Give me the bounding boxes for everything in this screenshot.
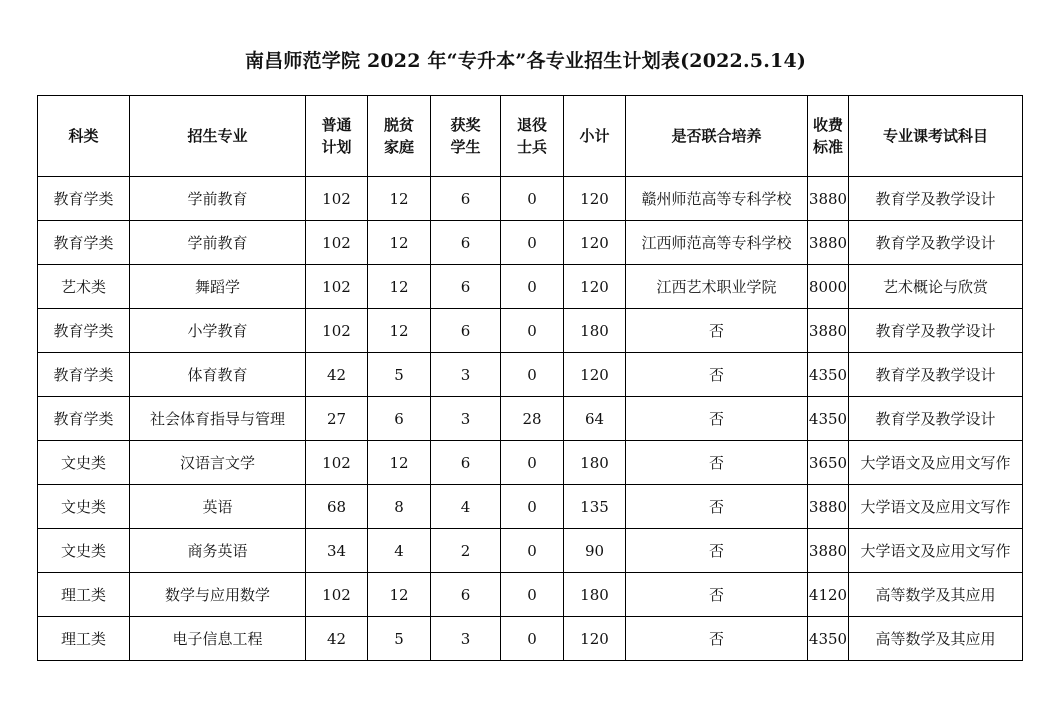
cell-category: 教育学类: [38, 177, 130, 221]
header-joint-training: [626, 96, 808, 177]
cell-joint-training: 否: [626, 309, 808, 353]
cell-poverty-family: 4: [368, 529, 431, 573]
cell-poverty-family: 12: [368, 573, 431, 617]
table-row: [38, 265, 1023, 309]
cell-regular-plan: 102: [306, 221, 368, 265]
cell-veterans: 28: [501, 397, 564, 441]
cell-veterans: 0: [501, 309, 564, 353]
table-row: [38, 529, 1023, 573]
header-regular-plan-line: 计划: [321, 138, 352, 156]
cell-joint-training: 江西艺术职业学院: [626, 265, 808, 309]
cell-joint-training: 否: [626, 617, 808, 661]
cell-regular-plan: 102: [306, 177, 368, 221]
cell-regular-plan: 27: [306, 397, 368, 441]
cell-exam-subject: 高等数学及其应用: [849, 617, 1023, 661]
cell-exam-subject: 教育学及教学设计: [849, 397, 1023, 441]
cell-category: 艺术类: [38, 265, 130, 309]
cell-regular-plan: 34: [306, 529, 368, 573]
cell-joint-training: 江西师范高等专科学校: [626, 221, 808, 265]
table-row: [38, 177, 1023, 221]
cell-major: 数学与应用数学: [130, 573, 306, 617]
cell-major: 电子信息工程: [130, 617, 306, 661]
table-row: [38, 441, 1023, 485]
cell-award-students: 2: [431, 529, 501, 573]
enrollment-plan-table: [37, 95, 1023, 661]
cell-regular-plan: 102: [306, 265, 368, 309]
cell-subtotal: 90: [564, 529, 626, 573]
cell-award-students: 4: [431, 485, 501, 529]
cell-poverty-family: 6: [368, 397, 431, 441]
cell-exam-subject: 高等数学及其应用: [849, 573, 1023, 617]
cell-subtotal: 120: [564, 265, 626, 309]
cell-subtotal: 120: [564, 221, 626, 265]
cell-poverty-family: 12: [368, 221, 431, 265]
cell-tuition-fee: 4350: [808, 397, 849, 441]
cell-award-students: 6: [431, 221, 501, 265]
header-award-students-line: 获奖: [450, 116, 481, 134]
cell-major: 小学教育: [130, 309, 306, 353]
cell-category: 教育学类: [38, 309, 130, 353]
cell-major: 汉语言文学: [130, 441, 306, 485]
cell-veterans: 0: [501, 529, 564, 573]
cell-veterans: 0: [501, 617, 564, 661]
cell-poverty-family: 5: [368, 353, 431, 397]
cell-veterans: 0: [501, 177, 564, 221]
header-award-students: [431, 96, 501, 177]
header-exam-subject-line: 专业课考试科目: [882, 127, 988, 145]
cell-joint-training: 否: [626, 485, 808, 529]
header-tuition-fee-line: 收费: [812, 116, 843, 134]
cell-subtotal: 120: [564, 617, 626, 661]
header-poverty-family: [368, 96, 431, 177]
header-veterans: [501, 96, 564, 177]
table-row: [38, 221, 1023, 265]
cell-poverty-family: 12: [368, 441, 431, 485]
cell-exam-subject: 艺术概论与欣赏: [849, 265, 1023, 309]
cell-category: 教育学类: [38, 397, 130, 441]
cell-joint-training: 赣州师范高等专科学校: [626, 177, 808, 221]
header-poverty-family-line: 脱贫: [383, 116, 414, 134]
table-row: [38, 617, 1023, 661]
cell-exam-subject: 教育学及教学设计: [849, 221, 1023, 265]
cell-tuition-fee: 3880: [808, 485, 849, 529]
header-category: [38, 96, 130, 177]
header-veterans-line: 退役: [516, 116, 547, 134]
table-header-row: [38, 96, 1023, 177]
cell-joint-training: 否: [626, 353, 808, 397]
cell-major: 体育教育: [130, 353, 306, 397]
cell-category: 教育学类: [38, 353, 130, 397]
table-body: [38, 177, 1023, 661]
cell-exam-subject: 大学语文及应用文写作: [849, 485, 1023, 529]
cell-tuition-fee: 4120: [808, 573, 849, 617]
cell-exam-subject: 大学语文及应用文写作: [849, 441, 1023, 485]
cell-major: 社会体育指导与管理: [130, 397, 306, 441]
cell-veterans: 0: [501, 221, 564, 265]
cell-joint-training: 否: [626, 397, 808, 441]
document-title: 南昌师范学院 2022 年“专升本”各专业招生计划表(2022.5.14): [244, 50, 807, 72]
cell-poverty-family: 5: [368, 617, 431, 661]
cell-award-students: 6: [431, 441, 501, 485]
cell-category: 文史类: [38, 485, 130, 529]
cell-joint-training: 否: [626, 573, 808, 617]
cell-regular-plan: 102: [306, 573, 368, 617]
cell-tuition-fee: 3880: [808, 529, 849, 573]
cell-award-students: 3: [431, 617, 501, 661]
header-major: [130, 96, 306, 177]
cell-regular-plan: 42: [306, 353, 368, 397]
cell-tuition-fee: 4350: [808, 353, 849, 397]
cell-poverty-family: 12: [368, 309, 431, 353]
cell-joint-training: 否: [626, 441, 808, 485]
cell-regular-plan: 102: [306, 441, 368, 485]
cell-major: 舞蹈学: [130, 265, 306, 309]
cell-exam-subject: 教育学及教学设计: [849, 353, 1023, 397]
cell-subtotal: 135: [564, 485, 626, 529]
cell-regular-plan: 68: [306, 485, 368, 529]
cell-regular-plan: 42: [306, 617, 368, 661]
header-joint-training-line: 是否联合培养: [671, 127, 762, 145]
cell-subtotal: 64: [564, 397, 626, 441]
cell-tuition-fee: 3650: [808, 441, 849, 485]
header-subtotal: [564, 96, 626, 177]
table-row: [38, 485, 1023, 529]
cell-award-students: 3: [431, 397, 501, 441]
cell-major: 商务英语: [130, 529, 306, 573]
header-tuition-fee: [808, 96, 849, 177]
header-veterans-line: 士兵: [516, 138, 547, 156]
cell-exam-subject: 教育学及教学设计: [849, 177, 1023, 221]
cell-poverty-family: 8: [368, 485, 431, 529]
cell-category: 理工类: [38, 573, 130, 617]
table-row: [38, 353, 1023, 397]
cell-award-students: 6: [431, 309, 501, 353]
cell-subtotal: 120: [564, 177, 626, 221]
header-regular-plan: [306, 96, 368, 177]
cell-tuition-fee: 3880: [808, 309, 849, 353]
cell-tuition-fee: 3880: [808, 177, 849, 221]
header-tuition-fee-line: 标准: [812, 138, 843, 156]
header-subtotal-line: 小计: [579, 127, 610, 145]
cell-subtotal: 120: [564, 353, 626, 397]
cell-award-students: 6: [431, 573, 501, 617]
cell-category: 理工类: [38, 617, 130, 661]
cell-veterans: 0: [501, 353, 564, 397]
cell-poverty-family: 12: [368, 177, 431, 221]
cell-exam-subject: 教育学及教学设计: [849, 309, 1023, 353]
cell-veterans: 0: [501, 441, 564, 485]
cell-veterans: 0: [501, 485, 564, 529]
cell-award-students: 6: [431, 177, 501, 221]
cell-category: 教育学类: [38, 221, 130, 265]
cell-poverty-family: 12: [368, 265, 431, 309]
cell-category: 文史类: [38, 529, 130, 573]
cell-major: 英语: [130, 485, 306, 529]
header-exam-subject: [849, 96, 1023, 177]
table-row: [38, 309, 1023, 353]
cell-award-students: 6: [431, 265, 501, 309]
cell-tuition-fee: 8000: [808, 265, 849, 309]
cell-tuition-fee: 4350: [808, 617, 849, 661]
cell-tuition-fee: 3880: [808, 221, 849, 265]
header-award-students-line: 学生: [450, 138, 481, 156]
cell-major: 学前教育: [130, 177, 306, 221]
table-row: [38, 397, 1023, 441]
cell-subtotal: 180: [564, 309, 626, 353]
table-row: [38, 573, 1023, 617]
cell-subtotal: 180: [564, 441, 626, 485]
cell-major: 学前教育: [130, 221, 306, 265]
cell-veterans: 0: [501, 265, 564, 309]
cell-regular-plan: 102: [306, 309, 368, 353]
header-poverty-family-line: 家庭: [383, 138, 414, 156]
header-category-line: 科类: [68, 127, 99, 145]
cell-veterans: 0: [501, 573, 564, 617]
cell-award-students: 3: [431, 353, 501, 397]
cell-category: 文史类: [38, 441, 130, 485]
header-regular-plan-line: 普通: [321, 116, 352, 134]
cell-exam-subject: 大学语文及应用文写作: [849, 529, 1023, 573]
header-major-line: 招生专业: [187, 127, 248, 145]
cell-joint-training: 否: [626, 529, 808, 573]
cell-subtotal: 180: [564, 573, 626, 617]
